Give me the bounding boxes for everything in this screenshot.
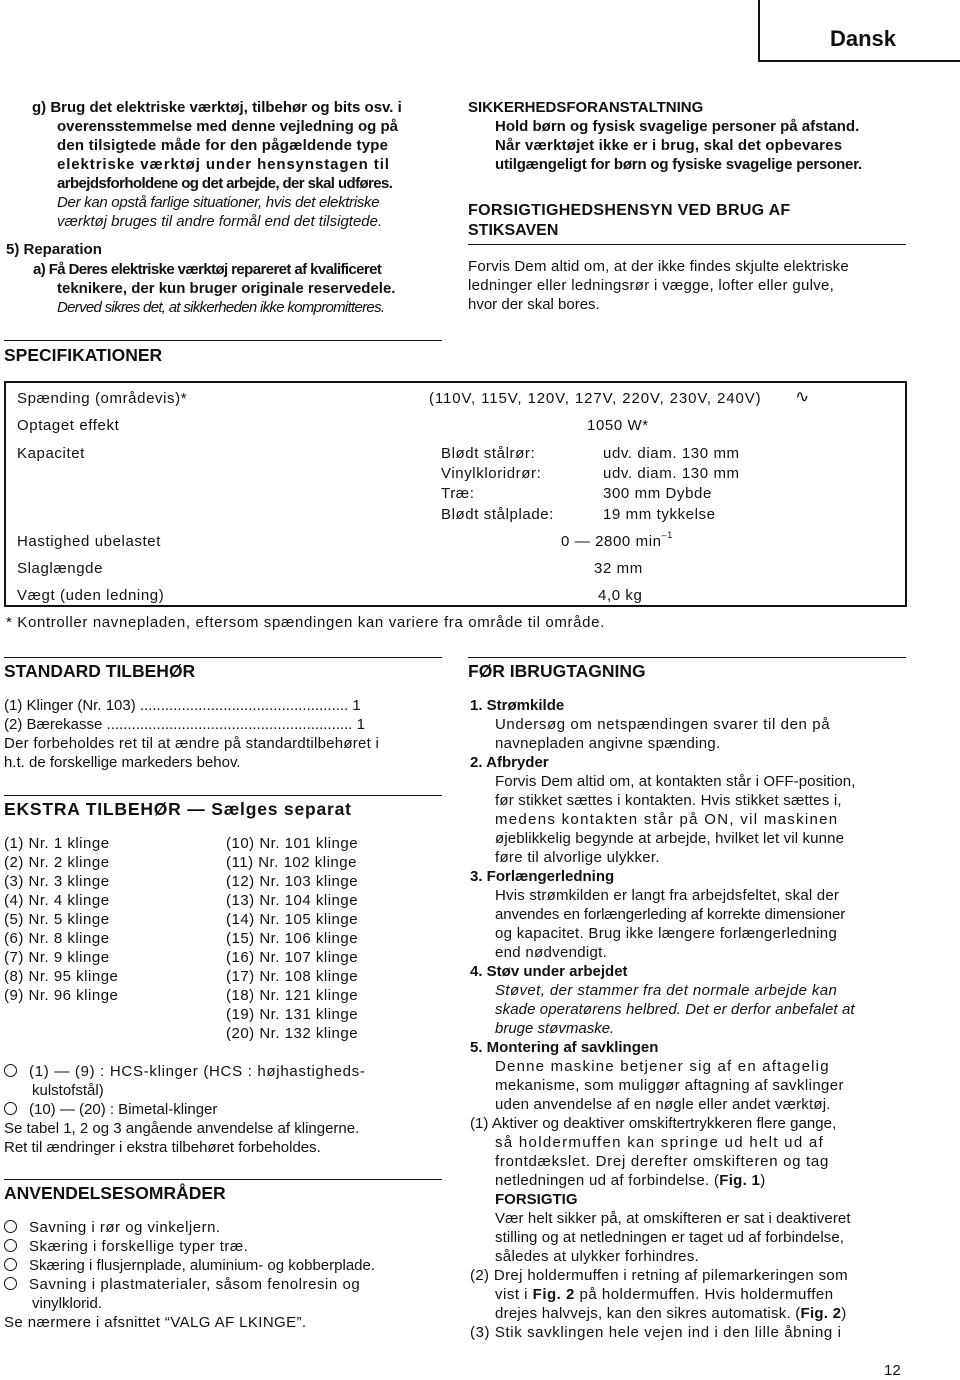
caution-text: ledninger eller ledningsrør i vægge, lofter eller gulve,: [468, 277, 835, 294]
prep-line: drejes halvvejs, kan den sikres automatisk. (Fig. 2): [495, 1305, 847, 1322]
list-item: (9) Nr. 96 klinge: [4, 987, 119, 1004]
caution-title: FORSIGTIGHEDSHENSYN VED BRUG AF: [468, 202, 791, 219]
language-label: Dansk: [829, 26, 896, 51]
prep-line: Hvis strømkilden er langt fra arbejdsfeltet, skal der: [495, 887, 840, 904]
prep-line: (3) Stik savklingen hele vejen ind i den lille åbning i: [470, 1324, 842, 1341]
page-number: 12: [884, 1362, 901, 1379]
prep-line: Undersøg om netspændingen svarer til den på: [495, 716, 831, 733]
rule-g-line: elektriske værktøj under hensynstagen til: [57, 156, 390, 173]
extra-title: EKSTRA TILBEHØR — Sælges separat: [4, 799, 352, 819]
application-item-cont: vinylklorid.: [32, 1295, 103, 1312]
rule-g-line: overensstemmelse med denne vejledning og på: [57, 118, 398, 135]
prep-line: navnepladen angivne spænding.: [495, 735, 721, 752]
spec-label-capacity: Kapacitet: [17, 445, 85, 462]
list-item: (12) Nr. 103 klinge: [226, 873, 359, 890]
rule-5a-line: a) Få Deres elektriske værktøj repareret af kvalificeret: [33, 261, 382, 278]
prep-line: Denne maskine betjener sig af en aftagelig: [495, 1058, 830, 1075]
safety-title: SIKKERHEDSFORANSTALTNING: [468, 99, 704, 116]
caution-rule: [468, 244, 906, 245]
prep-line: vist i Fig. 2 på holdermuffen. Hvis holdermuffen: [495, 1286, 834, 1303]
rule-g-line: arbejdsforholdene og det arbejde, der skal udføres.: [57, 175, 393, 192]
standard-line: h.t. de forskellige markeders behov.: [4, 754, 241, 771]
language-tab: [758, 0, 960, 62]
prep-line: mekanisme, som muliggør aftagning af savklinger: [495, 1077, 844, 1094]
prep-line: bruge støvmaske.: [495, 1020, 615, 1037]
specs-rule: [4, 340, 442, 341]
fig-ref: Fig. 2: [800, 1305, 842, 1322]
list-item: (7) Nr. 9 klinge: [4, 949, 110, 966]
list-item: (14) Nr. 105 klinge: [226, 911, 359, 928]
circle-bullet-icon: [4, 1064, 17, 1077]
standard-title: STANDARD TILBEHØR: [4, 661, 196, 681]
spec-label-power: Optaget effekt: [17, 417, 120, 434]
prep-line: (2) Drej holdermuffen i retning af pilemarkeringen som: [470, 1267, 848, 1284]
standard-rule: [4, 657, 442, 658]
list-item: (2) Nr. 2 klinge: [4, 854, 110, 871]
prep-line: øjeblikkelig begynde at arbejde, hvilket let vil kunne: [495, 830, 845, 847]
list-item: (3) Nr. 3 klinge: [4, 873, 110, 890]
prep-line: og kapacitet. Brug ikke længere forlængerledning: [495, 925, 838, 942]
spec-value-power: 1050 W*: [587, 417, 649, 434]
prep-line: uden anvendelse af en nøgle eller andet værktøj.: [495, 1096, 831, 1113]
list-item: (19) Nr. 131 klinge: [226, 1006, 359, 1023]
prep-step-title: 2. Afbryder: [470, 754, 549, 771]
spec-value-speed: 0 — 2800 $\min^{-1}$: [561, 530, 673, 550]
application-item: Skæring i forskellige typer træ.: [4, 1237, 248, 1256]
fig-ref: Fig. 2: [532, 1286, 575, 1303]
application-item: Savning i plastmaterialer, såsom fenolresin og: [4, 1275, 360, 1294]
list-item: (16) Nr. 107 klinge: [226, 949, 359, 966]
list-item: (5) Nr. 5 klinge: [4, 911, 110, 928]
extra-note: kulstofstål): [32, 1082, 104, 1099]
capacity-value: udv. diam. 130 mm: [603, 445, 740, 462]
caution-title: STIKSAVEN: [468, 222, 559, 239]
prep-line: end nødvendigt.: [495, 944, 608, 961]
prep-line: stilling og at netledningen er taget ud af forbindelse,: [495, 1229, 845, 1246]
prep-line: Støvet, der stammer fra det normale arbejde kan: [495, 982, 838, 999]
prep-line: medens kontakten står på ON, vil maskinen: [495, 811, 839, 828]
prep-line: netledningen ud af forbindelse. (Fig. 1): [495, 1172, 766, 1189]
circle-bullet-icon: [4, 1239, 17, 1252]
capacity-material: Blødt stålrør:: [441, 445, 536, 462]
rule-5a-line: teknikere, der kun bruger originale reservedele.: [57, 280, 396, 297]
list-item: (17) Nr. 108 klinge: [226, 968, 359, 985]
capacity-material: Træ:: [441, 485, 475, 502]
prep-rule: [468, 657, 906, 658]
caution-label: FORSIGTIG: [495, 1191, 578, 1208]
circle-bullet-icon: [4, 1277, 17, 1290]
spec-label-stroke: Slaglængde: [17, 560, 104, 577]
fig-ref: Fig. 1: [719, 1172, 761, 1189]
list-item: (8) Nr. 95 klinge: [4, 968, 119, 985]
safety-line: Hold børn og fysisk svagelige personer på afstand.: [495, 118, 860, 135]
standard-line: Der forbeholdes ret til at ændre på standardtilbehøret i: [4, 735, 380, 752]
rule-g-line: den tilsigtede måde for den pågældende type: [57, 137, 389, 154]
spec-label-voltage: Spænding (områdevis)*: [17, 390, 188, 407]
prep-line: før stikket sættes i kontakten. Hvis stikket sættes i,: [495, 792, 842, 809]
list-item: (18) Nr. 121 klinge: [226, 987, 359, 1004]
prep-line: Forvis Dem altid om, at kontakten står i OFF-position,: [495, 773, 856, 790]
section-5-title: 5) Reparation: [6, 241, 102, 258]
prep-line: føre til alvorlige ulykker.: [495, 849, 660, 866]
extra-note: Ret til ændringer i ekstra tilbehøret forbeholdes.: [4, 1139, 321, 1156]
extra-rule: [4, 795, 442, 796]
prep-line: så holdermuffen kan springe ud helt ud af: [495, 1134, 825, 1151]
caution-text: hvor der skal bores.: [468, 296, 600, 313]
applications-title: ANVENDELSESOMRÅDER: [4, 1183, 226, 1203]
list-item: (15) Nr. 106 klinge: [226, 930, 359, 947]
rule-5a-italic: Derved sikres det, at sikkerheden ikke kompromitteres.: [57, 299, 385, 316]
spec-value-voltage: (110V, 115V, 120V, 127V, 220V, 230V, 240V): [429, 390, 762, 407]
prep-line: skade operatørens helbred. Det er derfor anbefalet at: [495, 1001, 855, 1018]
standard-line: (1) Klinger (Nr. 103) .................................................. 1: [4, 697, 361, 714]
list-item: (11) Nr. 102 klinge: [226, 854, 357, 871]
spec-value-weight: 4,0 kg: [598, 587, 643, 604]
list-item: (10) Nr. 101 klinge: [226, 835, 359, 852]
circle-bullet-icon: [4, 1258, 17, 1271]
rule-g-italic: værktøj bruges til andre formål end det tilsigtede.: [57, 213, 383, 230]
circle-bullet-icon: [4, 1102, 17, 1115]
prep-line: Vær helt sikker på, at omskifteren er sat i deaktiveret: [495, 1210, 851, 1227]
spec-label-speed: Hastighed ubelastet: [17, 533, 161, 550]
ac-symbol-icon: ∿: [795, 387, 810, 406]
extra-note: Se tabel 1, 2 og 3 angående anvendelse af klingerne.: [4, 1120, 360, 1137]
standard-line: (2) Bærekasse ........................................................... 1: [4, 716, 365, 733]
list-item: (6) Nr. 8 klinge: [4, 930, 110, 947]
capacity-material: Vinylkloridrør:: [441, 465, 542, 482]
prep-line: således at ulykker forhindres.: [495, 1248, 700, 1265]
specs-title: SPECIFIKATIONER: [4, 345, 163, 365]
prep-line: anvendes en forlængerleding af korrekte dimensioner: [495, 906, 846, 923]
applications-rule: [4, 1179, 442, 1180]
capacity-material: Blødt stålplade:: [441, 506, 554, 523]
spec-label-weight: Vægt (uden ledning): [17, 587, 165, 604]
prep-title: FØR IBRUGTAGNING: [468, 661, 646, 681]
list-item: (13) Nr. 104 klinge: [226, 892, 359, 909]
spec-value-stroke: 32 mm: [594, 560, 643, 577]
prep-step-title: 3. Forlængerledning: [470, 868, 615, 885]
capacity-value: udv. diam. 130 mm: [603, 465, 740, 482]
caution-text: Forvis Dem altid om, at der ikke findes skjulte elektriske: [468, 258, 849, 275]
list-item: (20) Nr. 132 klinge: [226, 1025, 359, 1042]
rule-g-italic: Der kan opstå farlige situationer, hvis det elektriske: [57, 194, 380, 211]
safety-line: utilgængeligt for børn og fysiske svagelige personer.: [495, 156, 862, 173]
application-item: Skæring i flusjernplade, aluminium- og kobberplade.: [4, 1256, 375, 1275]
extra-note: (1) — (9) : HCS-klinger (HCS : højhastigheds-: [4, 1062, 366, 1081]
application-item: Savning i rør og vinkeljern.: [4, 1218, 221, 1237]
prep-step-title: 4. Støv under arbejdet: [470, 963, 628, 980]
extra-note: (10) — (20) : Bimetal-klinger: [4, 1100, 217, 1119]
prep-line: frontdækslet. Drej derefter omskifteren og tag: [495, 1153, 830, 1170]
list-item: (4) Nr. 4 klinge: [4, 892, 110, 909]
prep-step-title: 1. Strømkilde: [470, 697, 565, 714]
circle-bullet-icon: [4, 1220, 17, 1233]
specs-footnote: * Kontroller navnepladen, eftersom spændingen kan variere fra område til område.: [6, 614, 605, 631]
list-item: (1) Nr. 1 klinge: [4, 835, 110, 852]
capacity-value: 300 mm Dybde: [603, 485, 712, 502]
safety-line: Når værktøjet ikke er i brug, skal det opbevares: [495, 137, 843, 154]
rule-g-line: g) Brug det elektriske værktøj, tilbehør og bits osv. i: [32, 99, 402, 116]
applications-see-more: Se nærmere i afsnittet “VALG AF LKINGE”.: [4, 1314, 307, 1331]
prep-step-title: 5. Montering af savklingen: [470, 1039, 659, 1056]
capacity-value: 19 mm tykkelse: [603, 506, 716, 523]
prep-line: (1) Aktiver og deaktiver omskiftertrykkeren flere gange,: [470, 1115, 837, 1132]
